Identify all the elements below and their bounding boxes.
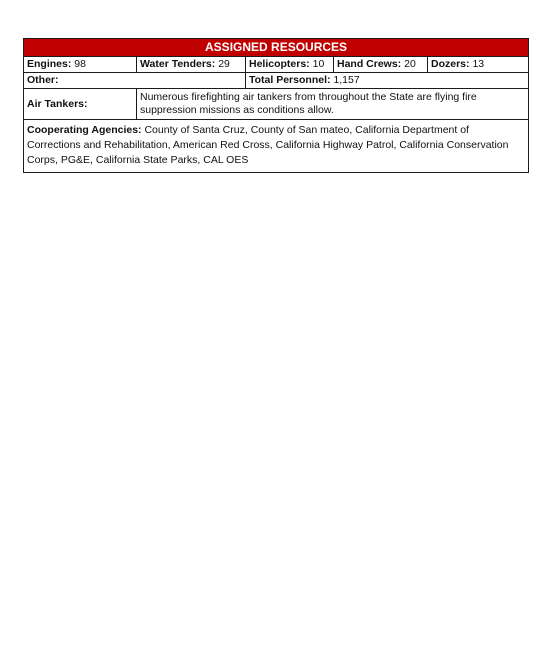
air-tankers-row <box>24 89 529 120</box>
engines-value: 98 <box>74 58 86 70</box>
engines-cell <box>24 57 137 73</box>
air-tankers-text-cell <box>137 89 529 120</box>
dozers-value: 13 <box>472 58 485 70</box>
hand-crews-label: Hand Crews: <box>337 58 402 70</box>
hand-crews-value: 20 <box>404 58 416 70</box>
air-tankers-label-cell <box>24 89 137 120</box>
helicopters-label: Helicopters: <box>249 58 310 70</box>
cooperating-agencies-cell <box>24 120 529 173</box>
dozers-label: Dozers: <box>431 58 470 70</box>
dozers-cell <box>428 57 529 73</box>
assigned-resources-table <box>23 38 529 173</box>
air-tankers-label: Air Tankers: <box>27 97 88 110</box>
total-personnel-cell <box>246 73 529 89</box>
water-tenders-label: Water Tenders: <box>140 58 216 70</box>
total-personnel-label: Total Personnel: <box>249 74 331 86</box>
hand-crews-cell <box>334 57 428 73</box>
helicopters-cell <box>246 57 334 73</box>
table-header <box>24 39 529 57</box>
air-tankers-text: Numerous firefighting air tankers from throughout the State are flying fire suppression missions as conditions allow. <box>140 91 477 116</box>
other-label: Other: <box>27 74 59 86</box>
counts-row <box>24 57 529 73</box>
cooperating-agencies-row <box>24 120 529 173</box>
water-tenders-value: 29 <box>218 58 230 70</box>
engines-label: Engines: <box>27 58 72 70</box>
other-cell <box>24 73 246 89</box>
helicopters-value: 10 <box>312 58 325 70</box>
table-title: ASSIGNED RESOURCES <box>205 40 348 54</box>
total-personnel-value: 1,157 <box>333 74 360 86</box>
cooperating-agencies-text: County of Santa Cruz, County of San mateo, California Department of Corrections and Rehabilitation, American Red Cross, California Highway Patrol, California Conservation Corps, PG&E, California State Parks, CAL OES <box>27 124 509 166</box>
personnel-row <box>24 73 529 89</box>
water-tenders-cell <box>137 57 246 73</box>
cooperating-agencies-label: Cooperating Agencies: <box>27 124 142 136</box>
